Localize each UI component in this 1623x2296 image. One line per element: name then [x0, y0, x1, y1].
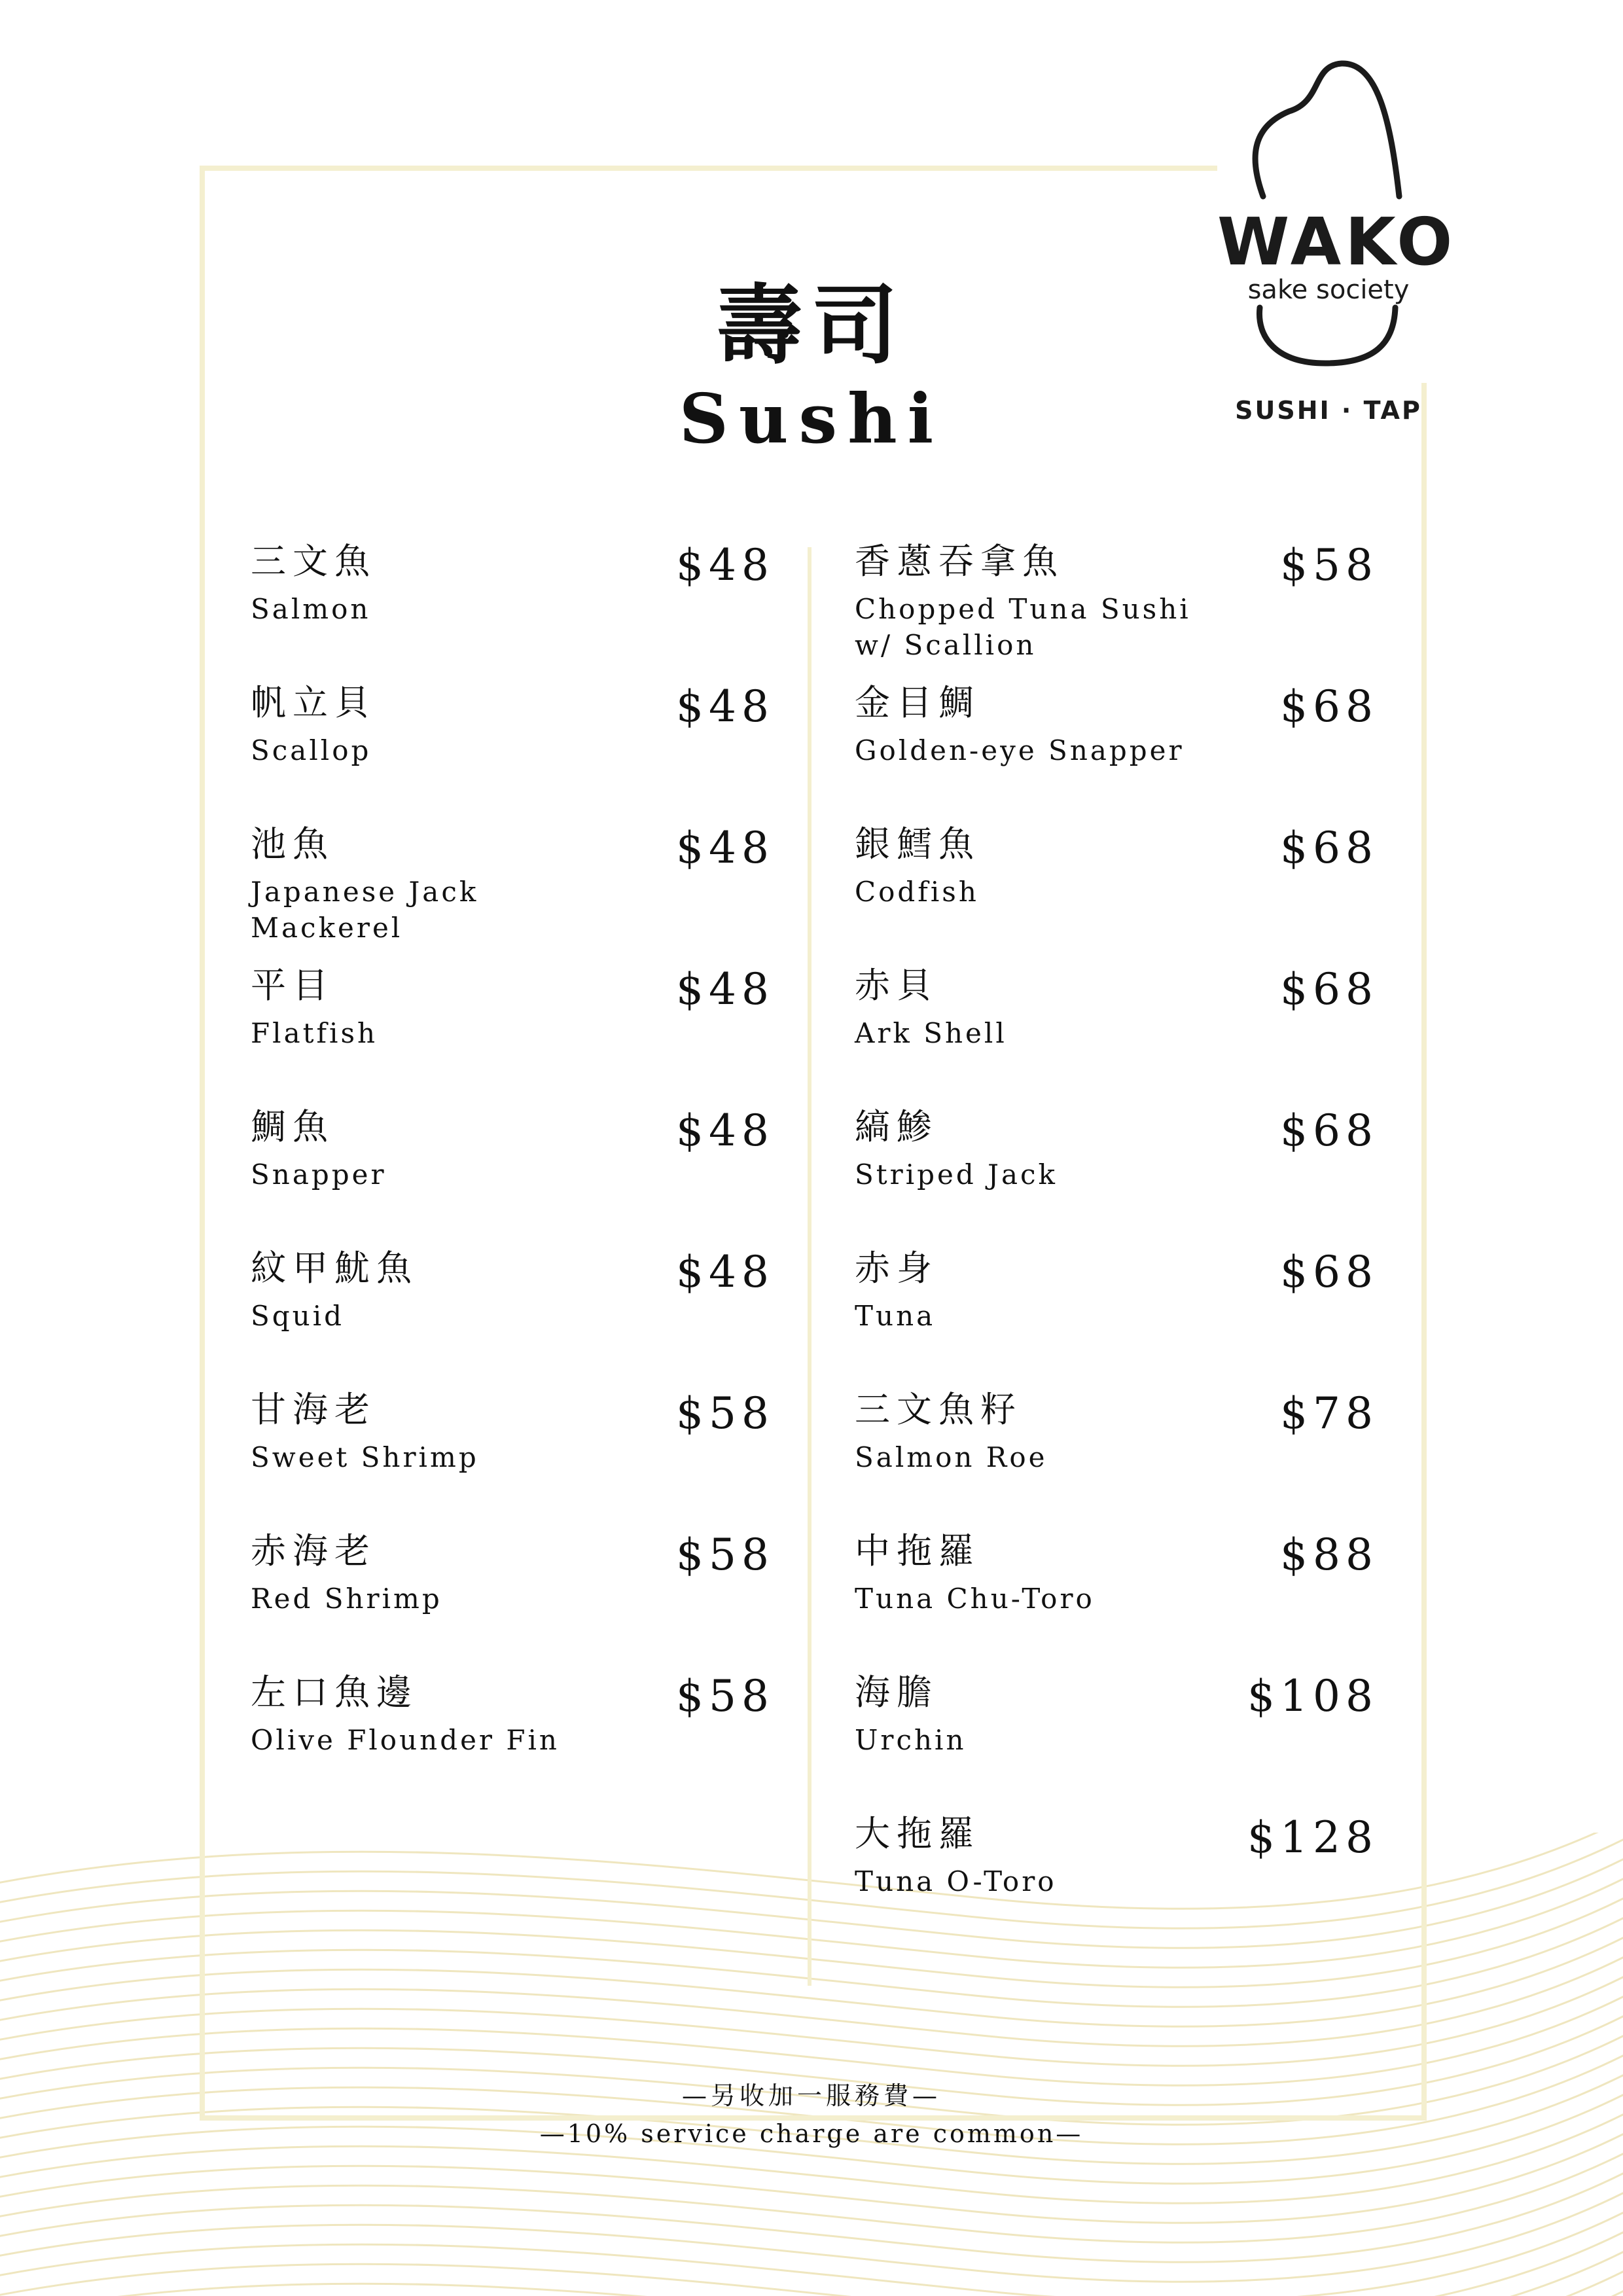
item-price: $68: [1280, 681, 1378, 732]
item-price: $48: [676, 964, 774, 1014]
service-charge-note-en: —10% service charge are common—: [539, 2119, 1084, 2148]
item-price: $58: [676, 1671, 774, 1721]
item-price: $108: [1247, 1671, 1378, 1721]
item-name-en: Tuna Chu-Toro: [855, 1583, 1095, 1615]
item-price: $68: [1280, 1247, 1378, 1297]
menu-item: [251, 1247, 774, 1378]
menu-item: [251, 1530, 774, 1661]
item-name-en: Codfish: [855, 876, 979, 908]
item-price: $68: [1280, 823, 1378, 873]
item-name-en: Ark Shell: [855, 1017, 1007, 1049]
page-title-zh: 壽司: [716, 275, 907, 376]
item-name-zh: 海膽: [855, 1672, 938, 1713]
item-name-zh: 中拖羅: [855, 1530, 980, 1571]
item-name-zh: 紋甲魷魚: [251, 1247, 418, 1289]
item-name-zh: 赤身: [855, 1247, 938, 1289]
item-name-zh: 縞鯵: [855, 1106, 938, 1147]
menu-item: [855, 965, 1378, 1096]
item-price: $78: [1280, 1388, 1378, 1439]
logo-wordmark: WAKO: [1217, 204, 1457, 280]
item-price: $68: [1280, 964, 1378, 1014]
item-name-zh: 池魚: [251, 823, 334, 865]
logo-subtitle: sake society: [1247, 275, 1410, 305]
item-name-en: Salmon Roe: [855, 1441, 1048, 1473]
menu-item: [855, 1247, 1378, 1378]
item-name-zh: 赤貝: [855, 965, 938, 1006]
item-name-zh: 鯛魚: [251, 1106, 334, 1147]
wave-line: [0, 2219, 1623, 2296]
menu-item: [251, 823, 774, 954]
menu-item: [251, 1389, 774, 1520]
menu-item: [855, 823, 1378, 954]
item-name-en: Flatfish: [251, 1017, 378, 1049]
item-name-en: Snapper: [251, 1158, 387, 1191]
item-name-en: Olive Flounder Fin: [251, 1724, 560, 1756]
item-name-en: Tuna: [855, 1300, 936, 1332]
item-name-zh: 赤海老: [251, 1530, 376, 1571]
menu-item: [855, 1106, 1378, 1237]
page-title-en: Sushi: [679, 378, 944, 459]
item-name-zh: 香蔥吞拿魚: [855, 541, 1064, 582]
item-price: $58: [676, 1530, 774, 1580]
item-name-zh: 三文魚: [251, 541, 376, 582]
item-name-zh: 平目: [251, 965, 334, 1006]
item-name-zh: 甘海老: [251, 1389, 376, 1430]
item-price: $48: [676, 681, 774, 732]
item-name-en: Japanese Jack Mackerel: [251, 876, 479, 944]
item-name-en: Scallop: [251, 734, 372, 766]
item-price: $48: [676, 1247, 774, 1297]
column-divider: [808, 547, 812, 1986]
menu-item: [251, 682, 774, 813]
item-name-zh: 銀鱈魚: [855, 823, 980, 865]
menu-item: [855, 1672, 1378, 1803]
item-price: $68: [1280, 1105, 1378, 1156]
item-price: $48: [676, 540, 774, 590]
item-name-en: Salmon: [251, 593, 371, 625]
item-price: $48: [676, 1105, 774, 1156]
item-name-zh: 大拖羅: [855, 1813, 980, 1854]
item-name-en: Urchin: [855, 1724, 967, 1756]
menu-item: [855, 1389, 1378, 1520]
item-price: $88: [1280, 1530, 1378, 1580]
menu-item: [251, 1106, 774, 1237]
item-name-zh: 金目鯛: [855, 682, 980, 723]
item-price: $128: [1247, 1812, 1378, 1863]
item-name-zh: 左口魚邊: [251, 1672, 418, 1713]
item-name-en: Striped Jack: [855, 1158, 1058, 1191]
item-name-en: Red Shrimp: [251, 1583, 442, 1615]
menu-item: [855, 541, 1378, 672]
item-name-en: Chopped Tuna Sushi w/ Scallion: [855, 593, 1191, 661]
menu-item: [855, 1813, 1378, 1944]
item-name-en: Sweet Shrimp: [251, 1441, 479, 1473]
item-price: $58: [676, 1388, 774, 1439]
item-price: $48: [676, 823, 774, 873]
menu-item: [251, 1672, 774, 1803]
item-price: $58: [1280, 540, 1378, 590]
menu-item: [855, 682, 1378, 813]
service-charge-note-zh: —另收加一服務費—: [681, 2081, 941, 2110]
item-name-en: Tuna O-Toro: [855, 1865, 1057, 1897]
wave-line: [0, 2258, 1623, 2296]
menu-item: [855, 1530, 1378, 1661]
item-name-en: Golden-eye Snapper: [855, 734, 1185, 766]
item-name-zh: 帆立貝: [251, 682, 376, 723]
menu-item: [251, 965, 774, 1096]
item-name-zh: 三文魚籽: [855, 1389, 1022, 1430]
item-name-en: Squid: [251, 1300, 345, 1332]
logo-tagline: SUSHI · TAP: [1235, 396, 1422, 425]
menu-item: [251, 541, 774, 672]
